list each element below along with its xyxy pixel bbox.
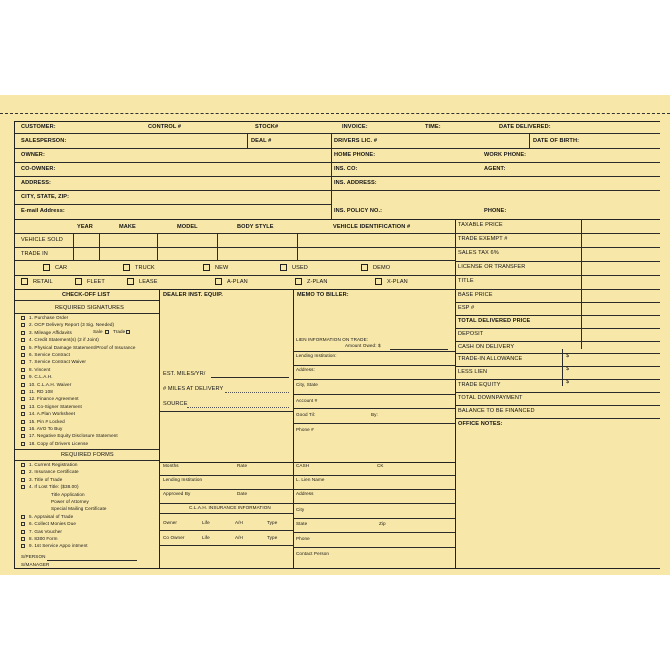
signature-checkbox[interactable] bbox=[21, 375, 25, 379]
clah-insurance-label: C.L.A.H. INSURANCE INFORMATION bbox=[189, 505, 271, 510]
signature-checkbox[interactable] bbox=[21, 412, 25, 416]
lease-label: LEASE bbox=[139, 279, 158, 285]
form-checkbox[interactable] bbox=[21, 515, 25, 519]
price-row-line bbox=[455, 275, 660, 276]
signature-item: 16. AVO To Buy bbox=[29, 426, 63, 431]
form-checkbox[interactable] bbox=[21, 485, 25, 489]
price-row-line bbox=[455, 392, 660, 393]
z-plan-checkbox[interactable] bbox=[295, 278, 302, 285]
price-row-label: TITLE bbox=[458, 278, 474, 284]
truck-checkbox[interactable] bbox=[123, 264, 130, 271]
price-row-label: TOTAL DOWNPAYMENT bbox=[458, 395, 523, 401]
agent-label: AGENT: bbox=[484, 166, 506, 172]
signature-item: 17. Negative Equity Disclosure Statement bbox=[29, 433, 118, 439]
ins-coowner-label: Co Owner bbox=[163, 535, 185, 540]
lien-phone-label: Phone # bbox=[296, 427, 314, 432]
customer-label: CUSTOMER: bbox=[21, 124, 56, 130]
signature-item: 3. Mileage Affidavits bbox=[29, 329, 72, 335]
by-label: By: bbox=[371, 412, 378, 417]
signature-item: 10. C.L.A.H. Waiver bbox=[29, 381, 72, 387]
price-row-label: OFFICE NOTES: bbox=[458, 421, 503, 427]
time-label: TIME: bbox=[425, 124, 441, 130]
car-checkbox[interactable] bbox=[43, 264, 50, 271]
fleet-checkbox[interactable] bbox=[75, 278, 82, 285]
vehicle-sold-label: VEHICLE SOLD bbox=[21, 237, 63, 243]
ck-label: CK bbox=[377, 463, 384, 468]
new-checkbox[interactable] bbox=[203, 264, 210, 271]
less-lien-dollar: $ bbox=[566, 366, 570, 372]
sale-checkbox[interactable] bbox=[105, 330, 109, 334]
vin-header: VEHICLE IDENTIFICATION # bbox=[333, 224, 411, 230]
pay-state-label: State bbox=[296, 521, 308, 526]
form-item: Title Application bbox=[51, 491, 85, 497]
price-row-label: TOTAL DELIVERED PRICE bbox=[458, 318, 531, 324]
demo-checkbox[interactable] bbox=[361, 264, 368, 271]
lien-name-label: L. Lien Name bbox=[296, 477, 325, 482]
signature-checkbox[interactable] bbox=[21, 368, 25, 372]
signature-item: 15. Pin # Locked bbox=[29, 418, 65, 424]
amount-owed-label: Amount Owed: $ bbox=[345, 343, 381, 348]
lien-address-label: Address: bbox=[296, 367, 315, 372]
z-plan-label: Z-PLAN bbox=[307, 279, 328, 285]
form-item: Power of Attorney bbox=[51, 499, 89, 504]
trade-checkbox[interactable] bbox=[126, 330, 130, 334]
owner-label: OWNER: bbox=[21, 152, 45, 158]
signature-checkbox[interactable] bbox=[21, 331, 25, 335]
approved-by-label: Approved By bbox=[163, 491, 191, 496]
car-label: CAR bbox=[55, 265, 68, 271]
price-row-line bbox=[455, 366, 660, 367]
rate-label: Rate bbox=[237, 463, 248, 468]
est-miles-label: EST. MILES/YR/ bbox=[163, 371, 206, 377]
form-checkbox[interactable] bbox=[21, 470, 25, 474]
signature-item: 8. Vincent bbox=[29, 366, 51, 372]
price-row-line bbox=[455, 405, 660, 406]
coowner-label: CO-OWNER: bbox=[21, 166, 56, 172]
dealer-lending-label: Lending Institution bbox=[163, 477, 203, 482]
signature-checkbox[interactable] bbox=[21, 360, 25, 364]
a-plan-checkbox[interactable] bbox=[215, 278, 222, 285]
price-row-label: LESS LIEN bbox=[458, 369, 488, 375]
signature-checkbox[interactable] bbox=[21, 442, 25, 446]
price-row-line bbox=[455, 418, 660, 419]
form-item: 9. 1st Service Appo intment bbox=[29, 543, 88, 549]
ins-address-label: INS. ADDRESS: bbox=[334, 180, 377, 186]
signature-checkbox[interactable] bbox=[21, 338, 25, 342]
ins-ah2-label: A/H bbox=[235, 535, 243, 540]
price-row-label: ESP # bbox=[458, 305, 475, 311]
months-label: Months bbox=[163, 463, 179, 468]
demo-label: DEMO bbox=[373, 265, 391, 271]
date-delivered-label: DATE DELIVERED: bbox=[499, 124, 551, 130]
form-item: 7. Gas Voucher bbox=[29, 528, 63, 534]
perforation-line bbox=[0, 113, 670, 114]
email-label: E-mail Address: bbox=[21, 208, 65, 214]
form-item: 8. 8300 Form bbox=[29, 536, 58, 541]
ins-life2-label: Life bbox=[202, 535, 210, 540]
form-checkbox[interactable] bbox=[21, 522, 25, 526]
x-plan-label: X-PLAN bbox=[387, 279, 408, 285]
ins-owner-label: Owner bbox=[163, 520, 178, 525]
fleet-label: FLEET bbox=[87, 279, 105, 285]
signature-checkbox[interactable] bbox=[21, 427, 25, 431]
ins-ah-label: A/H bbox=[235, 520, 243, 525]
checkoff-title: CHECK-OFF LIST bbox=[62, 292, 111, 298]
year-header: YEAR bbox=[77, 224, 93, 230]
signature-item: 7. Service Contract Waiver bbox=[29, 359, 87, 365]
signature-checkbox[interactable] bbox=[21, 434, 25, 438]
ins-type2-label: Type bbox=[267, 535, 278, 540]
signature-checkbox[interactable] bbox=[21, 405, 25, 409]
price-row-line bbox=[455, 233, 660, 234]
form-item: 1. Current Registration bbox=[29, 462, 78, 467]
used-checkbox[interactable] bbox=[280, 264, 287, 271]
pay-zip-label: Zip bbox=[379, 521, 386, 526]
signature-checkbox[interactable] bbox=[21, 420, 25, 424]
required-forms-title: REQUIRED FORMS bbox=[61, 452, 114, 458]
pay-city-label: City bbox=[296, 507, 305, 512]
ins-type-label: Type bbox=[267, 520, 278, 525]
form-item: 3. Title of Trade bbox=[29, 476, 63, 482]
signature-checkbox[interactable] bbox=[21, 316, 25, 320]
retail-checkbox[interactable] bbox=[21, 278, 28, 285]
signature-checkbox[interactable] bbox=[21, 390, 25, 394]
form-item: 2. Insurance Certificate bbox=[29, 469, 79, 475]
contact-person-label: Contact Person bbox=[296, 551, 330, 556]
signature-item: 2. OCP Delivery Report (3 Sig. Needed) bbox=[29, 322, 115, 328]
price-row-line bbox=[455, 328, 660, 329]
miles-delivery-label: # MILES AT DELIVERY bbox=[163, 386, 224, 392]
price-row-line bbox=[455, 247, 660, 248]
price-row-label: BASE PRICE bbox=[458, 292, 493, 298]
date-label: Date bbox=[237, 491, 248, 496]
model-header: MODEL bbox=[177, 224, 198, 230]
form-item: 6. Collect Monies Due bbox=[29, 521, 77, 527]
price-row-line bbox=[455, 341, 660, 342]
price-row-line bbox=[455, 289, 660, 290]
source-label: SOURCE bbox=[163, 401, 188, 407]
price-row-line bbox=[455, 302, 660, 303]
signature-checkbox[interactable] bbox=[21, 383, 25, 387]
price-row-label: LICENSE OR TRANSFER bbox=[458, 264, 526, 270]
stock-label: STOCK# bbox=[255, 124, 279, 130]
smanager-label: S/MANAGER bbox=[21, 562, 50, 567]
price-row-line bbox=[455, 261, 660, 262]
trade-in-label: TRADE IN bbox=[21, 251, 48, 257]
invoice-label: INVOICE: bbox=[342, 124, 368, 130]
pay-address-label: Address bbox=[296, 491, 314, 496]
work-phone-label: WORK PHONE: bbox=[484, 152, 527, 158]
dob-label: DATE OF BIRTH: bbox=[533, 138, 580, 144]
signature-checkbox[interactable] bbox=[21, 323, 25, 327]
price-row-label: TAXABLE PRICE bbox=[458, 222, 503, 228]
signature-checkbox[interactable] bbox=[21, 346, 25, 350]
pay-phone-label: Phone bbox=[296, 536, 310, 541]
price-row-label: SALES TAX 6% bbox=[458, 250, 499, 256]
ins-co-label: INS. CO: bbox=[334, 166, 358, 172]
phone-label: PHONE: bbox=[484, 208, 507, 214]
deal-jacket-form bbox=[14, 121, 660, 569]
lien-city-label: City, State bbox=[296, 382, 318, 387]
used-label: USED bbox=[292, 265, 308, 271]
drivers-lic-label: DRIVERS LIC. # bbox=[334, 138, 378, 144]
form-checkbox[interactable] bbox=[21, 478, 25, 482]
cash-label: CASH bbox=[296, 463, 310, 468]
a-plan-label: A-PLAN bbox=[227, 279, 248, 285]
deal-label: DEAL # bbox=[251, 138, 272, 144]
signature-item: 11. RD 108 bbox=[29, 389, 53, 394]
signature-item: 18. Copy of Drivers License bbox=[29, 440, 89, 446]
price-row-line bbox=[455, 353, 660, 354]
form-checkbox[interactable] bbox=[21, 463, 25, 467]
signature-item: 1. Purchase Order bbox=[29, 315, 69, 320]
price-row-line bbox=[455, 379, 660, 380]
price-row-label: DEPOSIT bbox=[458, 331, 484, 337]
body-style-header: BODY STYLE bbox=[237, 224, 274, 230]
good-til-label: Good Til: bbox=[296, 412, 316, 417]
signature-item: 13. Co-Signer Statement bbox=[29, 403, 82, 409]
price-row-label: TRADE EQUITY bbox=[458, 382, 501, 388]
ins-life-label: Life bbox=[202, 520, 210, 525]
x-plan-checkbox[interactable] bbox=[375, 278, 382, 285]
make-header: MAKE bbox=[119, 224, 136, 230]
signature-checkbox[interactable] bbox=[21, 397, 25, 401]
address-label: ADDRESS: bbox=[21, 180, 52, 186]
form-checkbox[interactable] bbox=[21, 544, 25, 548]
lien-info-label: LIEN INFORMATION ON TRADE: bbox=[296, 337, 369, 342]
control-label: CONTROL # bbox=[148, 124, 182, 130]
form-checkbox[interactable] bbox=[21, 537, 25, 541]
signature-checkbox[interactable] bbox=[21, 353, 25, 357]
lease-checkbox[interactable] bbox=[127, 278, 134, 285]
price-row-label: TRADE EXEMPT # bbox=[458, 236, 508, 242]
truck-label: TRUCK bbox=[135, 265, 155, 271]
signature-item: 14. A.Plan Worksheet bbox=[29, 411, 76, 417]
salesperson-label: SALESPERSON: bbox=[21, 138, 67, 144]
new-label: NEW bbox=[215, 265, 229, 271]
lien-account-label: Account # bbox=[296, 398, 318, 403]
dealer-equip-title: DEALER INST. EQUIP. bbox=[163, 292, 223, 298]
home-phone-label: HOME PHONE: bbox=[334, 152, 376, 158]
form-item: 5. Appraisal of Trade bbox=[29, 513, 74, 519]
trade-equity-dollar: $ bbox=[566, 379, 570, 385]
form-checkbox[interactable] bbox=[21, 530, 25, 534]
signature-item: 12. Finance Agreement bbox=[29, 396, 79, 402]
lien-lending-label: Lending Institution: bbox=[296, 353, 337, 358]
trade-label: Trade bbox=[113, 329, 126, 334]
memo-title: MEMO TO BILLER: bbox=[297, 292, 349, 298]
retail-label: RETAIL bbox=[33, 279, 53, 285]
form-item: 4. If Lost Title: ($38.00) bbox=[29, 484, 79, 490]
trade-allowance-dollar: $ bbox=[566, 353, 570, 359]
price-row-label: CASH ON DELIVERY bbox=[458, 344, 515, 350]
signature-item: 5. Physical Damage Statement/Proof of Insurance bbox=[29, 344, 136, 350]
price-row-line bbox=[455, 315, 660, 316]
signature-item: 6. Service Contract bbox=[29, 352, 70, 357]
signature-item: 9. C.L.A.H. bbox=[29, 374, 53, 380]
price-row-label: BALANCE TO BE FINANCED bbox=[458, 408, 535, 414]
form-item: Special Mailing Certificate bbox=[51, 506, 107, 512]
sale-label: Sale bbox=[93, 329, 103, 334]
required-signatures-title: REQUIRED SIGNATURES bbox=[55, 305, 124, 311]
sperson-label: S/PERSON bbox=[21, 554, 46, 559]
signature-item: 4. Credit Statement(s) (2 if Joint) bbox=[29, 337, 99, 343]
city-state-zip-label: CITY, STATE, ZIP: bbox=[21, 194, 70, 200]
ins-policy-label: INS. POLICY NO.: bbox=[334, 208, 383, 214]
price-row-label: TRADE-IN ALLOWANCE bbox=[458, 356, 523, 362]
